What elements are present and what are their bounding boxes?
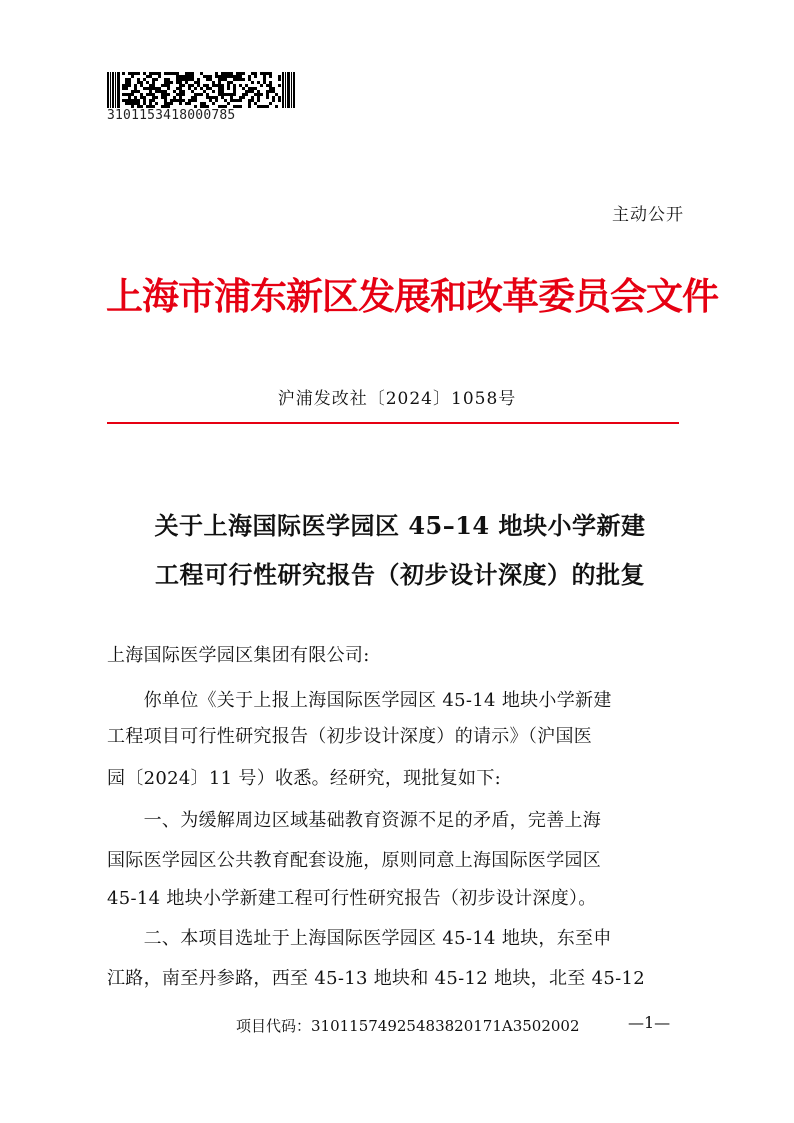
disclosure-label: 主动公开 [612,205,684,225]
body-line: 江路，南至丹参路，西至 45-13 地块和 45-12 地块，北至 45-12 [107,968,645,989]
issuing-org-title: 上海市浦东新区发展和改革委员会文件 [106,274,718,318]
body-line: 二、本项目选址于上海国际医学园区 45-14 地块，东至申 [107,928,612,949]
body-line: 45-14 地块小学新建工程可行性研究报告（初步设计深度）。 [107,888,597,909]
page-number: —1— [628,1013,671,1032]
body-line: 一、为缓解周边区域基础教育资源不足的矛盾，完善上海 [107,810,602,831]
body-line: 工程项目可行性研究报告（初步设计深度）的请示》（沪国医 [107,726,593,747]
barcode-image [107,72,295,108]
body-line-addressee: 上海国际医学园区集团有限公司: [107,645,370,666]
document-title-line-1: 关于上海国际医学园区 45–14 地块小学新建 [154,511,646,540]
body-line: 你单位《关于上报上海国际医学园区 45-14 地块小学新建 [107,690,612,711]
body-line: 园〔2024〕11 号）收悉。经研究，现批复如下: [107,768,501,789]
document-title-line-2: 工程可行性研究报告（初步设计深度）的批复 [155,560,645,589]
barcode-number: 3101153418000785 [107,108,236,123]
red-divider-line [107,422,679,424]
document-number: 沪浦发改社〔2024〕1058号 [277,389,517,409]
body-line: 国际医学园区公共教育配套设施，原则同意上海国际医学园区 [107,850,602,871]
project-code: 项目代码：31011574925483820171A3502002 [236,1017,580,1035]
